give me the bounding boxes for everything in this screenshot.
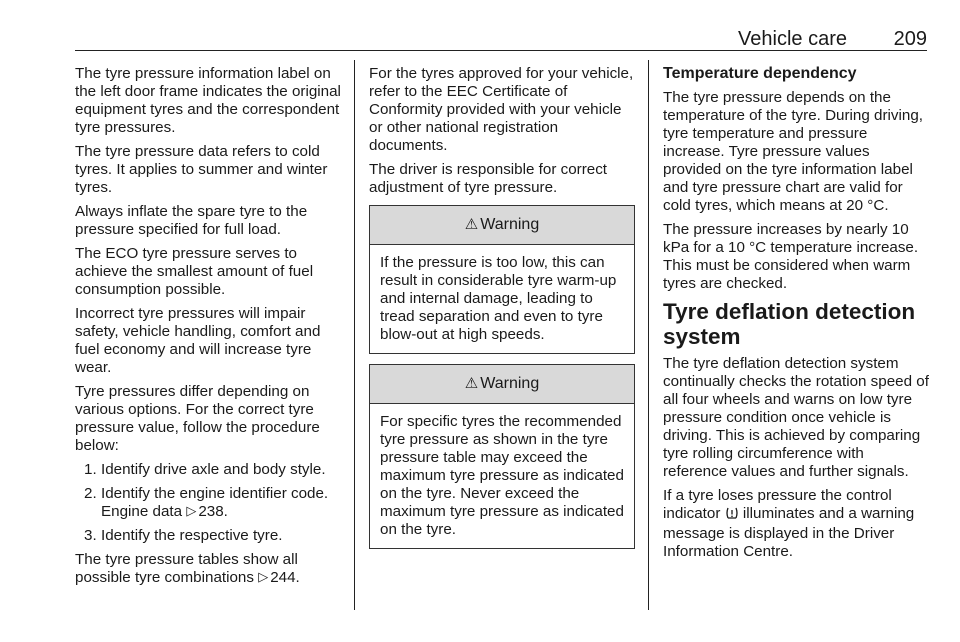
warning-box xyxy=(369,364,635,549)
section-title: Vehicle care xyxy=(738,28,847,50)
step-number: 1. xyxy=(84,461,97,478)
column-divider-1 xyxy=(354,60,355,610)
column-middle xyxy=(369,65,635,559)
section-heading: Tyre deflation detection system xyxy=(663,299,916,349)
list-item xyxy=(75,485,347,521)
paragraph xyxy=(75,551,347,587)
paragraph: Always inflate the spare tyre to the pressure specified for full load. xyxy=(75,203,308,238)
column-right xyxy=(663,65,931,567)
step-text: Identify drive axle and body style. xyxy=(101,461,326,478)
paragraph: The ECO tyre pressure serves to achieve the smallest amount of fuel consumption possible. xyxy=(75,245,314,298)
warning-text: For specific tyres the recommended tyre pressure as shown in the tyre pressure table may exceed the maximum tyre pressure as indicated on the tyre. Never exceed the maximum tyre pressure as indicated on the tyre. xyxy=(380,413,624,538)
step-text: Identify the respective tyre. xyxy=(101,527,283,544)
warning-header xyxy=(370,206,634,245)
cross-reference-arrow-icon[interactable]: ▷ xyxy=(186,503,197,518)
column-divider-2 xyxy=(648,60,649,610)
step-text: Identify the engine identifier code. Engine data xyxy=(101,485,329,520)
paragraph: The tyre deflation detection system continually checks the rotation speed of all four wheels and warns on low tyre pressure condition once vehicle is driving. This is achieved by comparing tyre rolling circumference with reference values and further signals. xyxy=(663,355,929,480)
page-reference-link[interactable]: 238. xyxy=(198,503,228,520)
paragraph-text: illuminates and a warning message is displayed in the Driver Information Centre. xyxy=(663,505,915,560)
page-number: 209 xyxy=(893,28,927,50)
paragraph: For the tyres approved for your vehicle, refer to the EEC Certificate of Conformity provided with your vehicle or other national registration documents. xyxy=(369,65,634,154)
tyre-pressure-indicator-icon xyxy=(725,506,739,525)
header-rule xyxy=(75,50,927,51)
list-item xyxy=(75,527,347,545)
warning-header xyxy=(370,365,634,404)
step-number: 2. xyxy=(84,485,97,502)
warning-title: Warning xyxy=(480,216,540,233)
page-reference-link[interactable]: 244. xyxy=(270,569,300,586)
warning-box xyxy=(369,205,635,354)
cross-reference-arrow-icon[interactable]: ▷ xyxy=(258,569,269,584)
list-item xyxy=(75,461,347,479)
paragraph: The tyre pressure data refers to cold tyres. It applies to summer and winter tyres. xyxy=(75,143,328,196)
page-header xyxy=(75,26,927,50)
step-number: 3. xyxy=(84,527,97,544)
warning-triangle-icon: ⚠ xyxy=(464,216,479,233)
paragraph: The driver is responsible for correct adjustment of tyre pressure. xyxy=(369,161,608,196)
warning-text: If the pressure is too low, this can result in considerable tyre warm-up and internal damage, leading to tread separation and even to tyre blow-out at high speeds. xyxy=(380,254,617,343)
paragraph: The tyre pressure information label on the left door frame indicates the original equipment tyres and the correspondent tyre pressures. xyxy=(75,65,341,136)
warning-triangle-icon: ⚠ xyxy=(464,375,479,392)
paragraph xyxy=(663,487,931,561)
warning-title: Warning xyxy=(480,375,540,392)
paragraph: The tyre pressure depends on the temperature of the tyre. During driving, tyre temperature and pressure increase. Tyre pressure values provided on the tyre information label and tyre pressure chart are valid for cold tyres, which means at 20 °C. xyxy=(663,89,923,214)
column-left xyxy=(75,65,347,593)
procedure-list xyxy=(75,461,347,545)
paragraph: Tyre pressures differ depending on various options. For the correct tyre pressure value, follow the procedure below: xyxy=(75,383,320,454)
paragraph-text: The tyre pressure tables show all possible tyre combinations xyxy=(75,551,298,586)
subheading: Temperature dependency xyxy=(663,65,857,82)
paragraph: Incorrect tyre pressures will impair safety, vehicle handling, comfort and fuel economy and will increase tyre wear. xyxy=(75,305,321,376)
paragraph-text: If a tyre loses pressure the control indicator xyxy=(663,487,892,522)
paragraph: The pressure increases by nearly 10 kPa for a 10 °C temperature increase. This must be considered when warm tyres are checked. xyxy=(663,221,919,292)
